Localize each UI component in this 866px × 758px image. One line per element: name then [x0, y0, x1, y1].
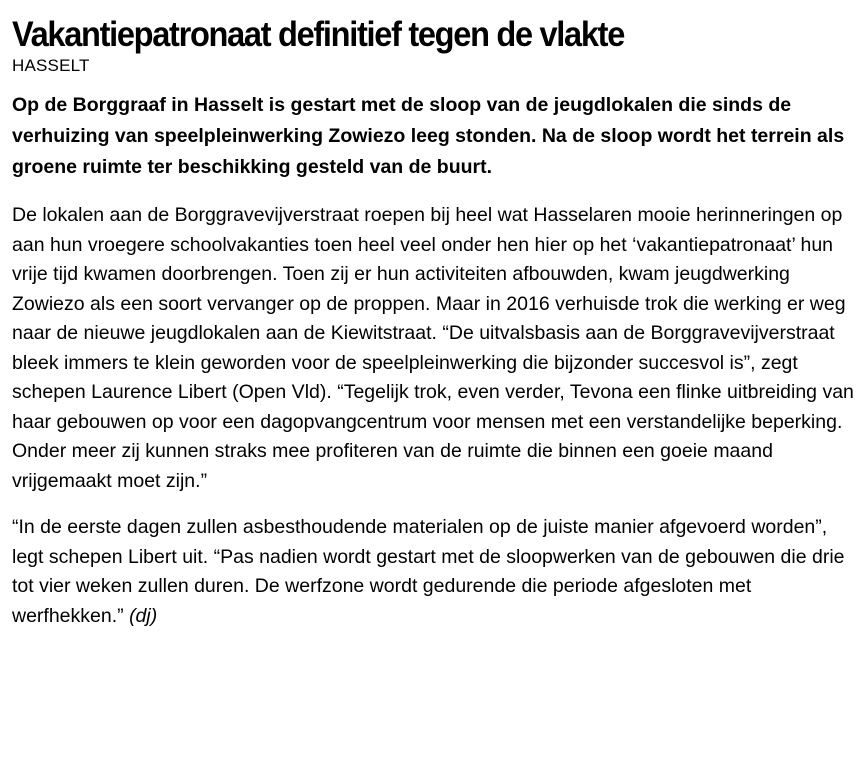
author-initials: (dj) [129, 604, 158, 627]
paragraph-text: “In de eerste dagen zullen asbesthoudende materialen op de juiste manier afgevoerd worden”, legt schepen Libert uit. “Pas nadien wordt gestart met de sloopwerken van de gebouwen die drie tot vier weken zullen duren. De werfzone wordt gedurende die periode afgesloten met werfhekken.” [12, 516, 845, 627]
article-paragraph [12, 513, 862, 631]
article-paragraph: De lokalen aan de Borggravevijverstraat roepen bij heel wat Hasselaren mooie herinneringen op aan hun vroegere schoolvakanties toen heel veel onder hen hier op het ‘vakantiepatronaat’ hun vrije tijd kwamen doorbrengen. Toen zij er hun activiteiten afbouwden, kwam jeugdwerking Zowiezo als een soort vervanger op de proppen. Maar in 2016 verhuisde trok die werking er weg naar de nieuwe jeugdlokalen aan de Kiewitstraat. “De uitvalsbasis aan de Borggravevijverstraat bleek immers te klein geworden voor de speelpleinwerking die bijzonder succesvol is”, zegt schepen Laurence Libert (Open Vld). “Tegelijk trok, even verder, Tevona een flinke uitbreiding van haar gebouwen op voor een dagopvangcentrum voor mensen met een verstandelijke beperking. Onder meer zij kunnen straks mee profiteren van de ruimte die binnen een goeie maand vrijgemaakt moet zijn.” [12, 204, 854, 492]
article-location: HASSELT [12, 56, 90, 75]
article-lead: Op de Borggraaf in Hasselt is gestart met de sloop van de jeugdlokalen die sinds de verhuizing van speelpleinwerking Zowiezo leeg stonden. Na de sloop wordt het terrein als groene ruimte ter beschikking gesteld van de buurt. [12, 94, 845, 178]
article [12, 14, 862, 631]
article-headline: Vakantiepatronaat definitief tegen de vlakte [12, 15, 624, 54]
